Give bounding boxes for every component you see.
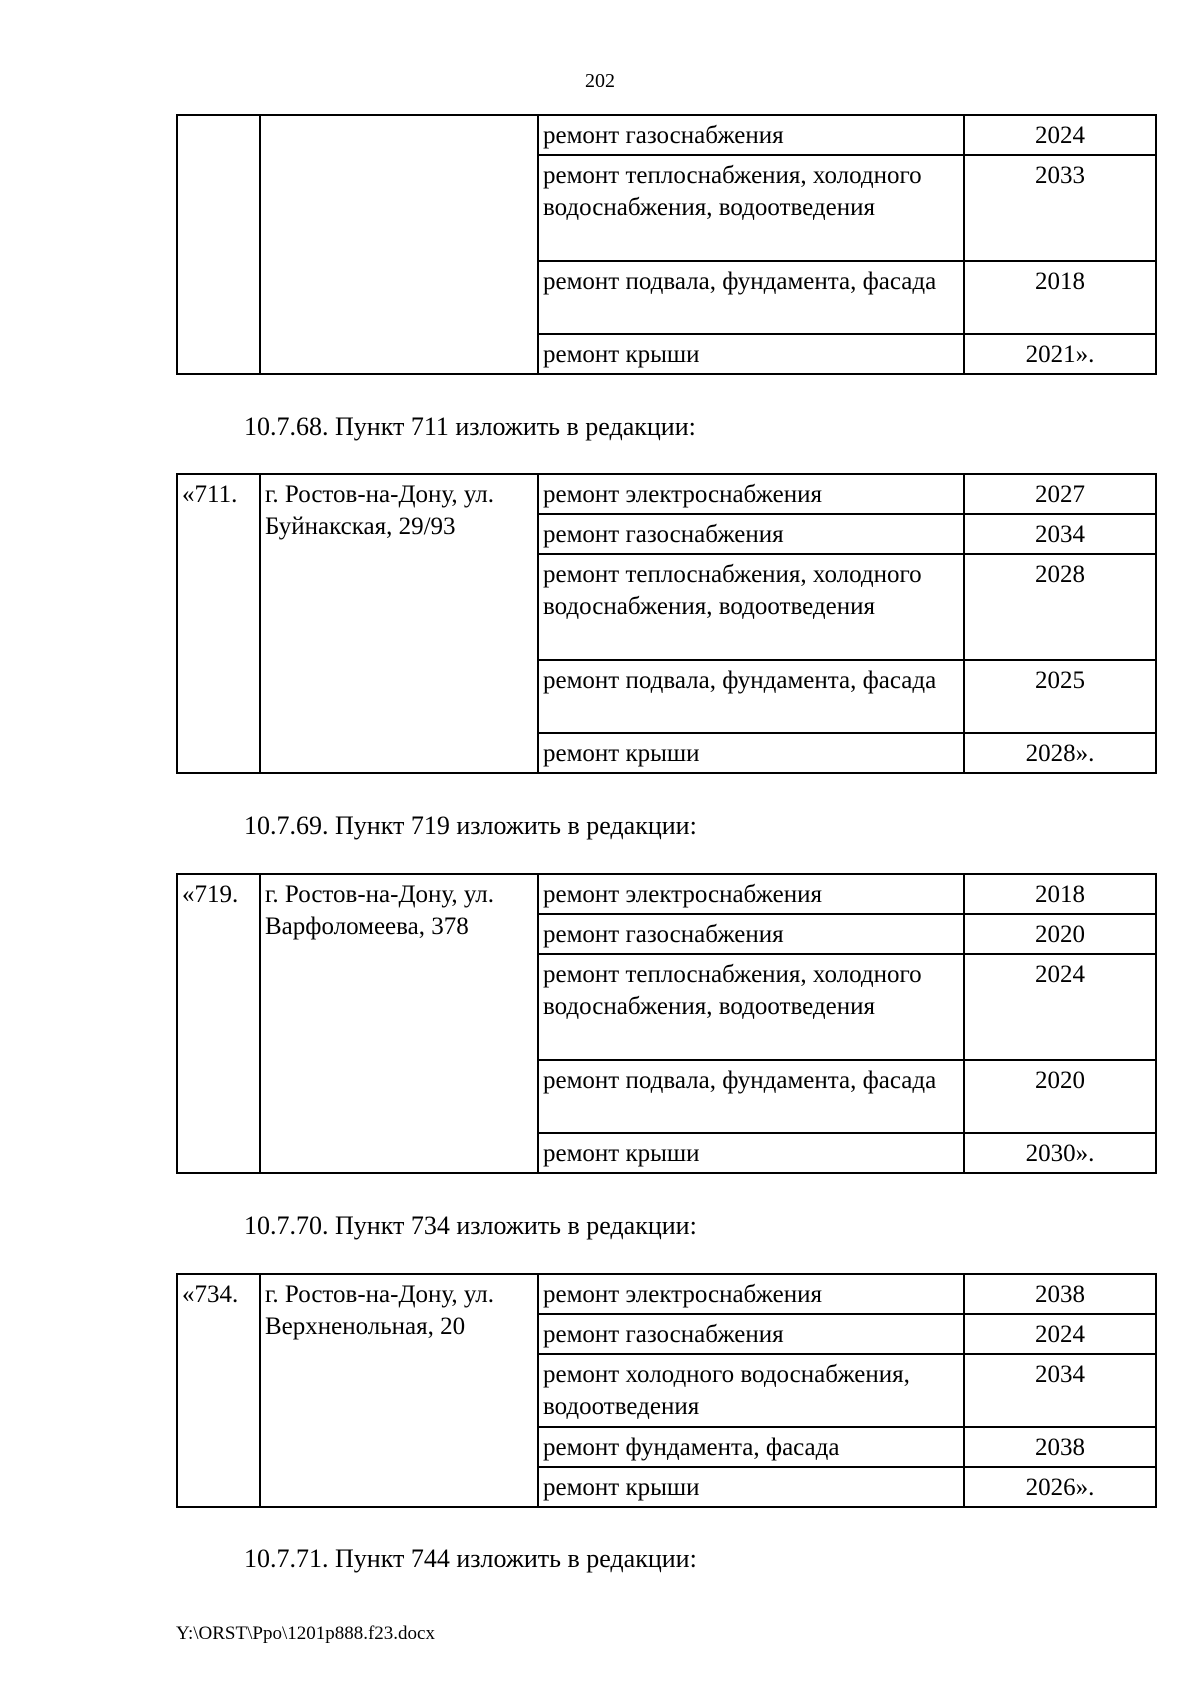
year-cell: 2021». [964, 334, 1156, 374]
work-cell: ремонт теплоснабжения, холодного водоснабжения, водоотведения [538, 155, 964, 261]
section-heading: 10.7.68. Пункт 711 изложить в редакции: [244, 412, 696, 441]
address-cell: г. Ростов-на-Дону, ул. Верхненольная, 20 [260, 1274, 538, 1507]
table-continuation [176, 114, 1157, 375]
year-cell: 2024 [964, 115, 1156, 155]
work-cell: ремонт холодного водоснабжения, водоотведения [538, 1354, 964, 1427]
table-item-734 [176, 1273, 1157, 1508]
address-cell: г. Ростов-на-Дону, ул. Варфоломеева, 378 [260, 874, 538, 1173]
year-cell: 2020 [964, 914, 1156, 954]
year-cell: 2038 [964, 1427, 1156, 1467]
work-cell: ремонт теплоснабжения, холодного водоснабжения, водоотведения [538, 954, 964, 1060]
number-cell: «719. [177, 874, 260, 1173]
work-cell: ремонт газоснабжения [538, 914, 964, 954]
work-cell: ремонт газоснабжения [538, 115, 964, 155]
address-cell: г. Ростов-на-Дону, ул. Буйнакская, 29/93 [260, 474, 538, 773]
year-cell: 2018 [964, 874, 1156, 914]
work-cell: ремонт газоснабжения [538, 1314, 964, 1354]
year-cell: 2018 [964, 261, 1156, 334]
year-cell: 2026». [964, 1467, 1156, 1507]
section-heading: 10.7.69. Пункт 719 изложить в редакции: [244, 811, 697, 840]
year-cell: 2034 [964, 1354, 1156, 1427]
table-row [177, 874, 1156, 914]
number-cell: «711. [177, 474, 260, 773]
year-cell: 2030». [964, 1133, 1156, 1173]
work-cell: ремонт электроснабжения [538, 1274, 964, 1314]
table-row [177, 115, 1156, 155]
work-cell: ремонт крыши [538, 1133, 964, 1173]
year-cell: 2024 [964, 954, 1156, 1060]
work-cell: ремонт крыши [538, 1467, 964, 1507]
number-cell [177, 115, 260, 374]
year-cell: 2033 [964, 155, 1156, 261]
work-cell: ремонт газоснабжения [538, 514, 964, 554]
year-cell: 2024 [964, 1314, 1156, 1354]
work-cell: ремонт крыши [538, 733, 964, 773]
year-cell: 2027 [964, 474, 1156, 514]
table-item-719 [176, 873, 1157, 1174]
table-row [177, 1274, 1156, 1314]
work-cell: ремонт электроснабжения [538, 474, 964, 514]
section-heading: 10.7.70. Пункт 734 изложить в редакции: [244, 1211, 697, 1240]
year-cell: 2020 [964, 1060, 1156, 1133]
work-cell: ремонт подвала, фундамента, фасада [538, 1060, 964, 1133]
year-cell: 2025 [964, 660, 1156, 733]
work-cell: ремонт крыши [538, 334, 964, 374]
work-cell: ремонт подвала, фундамента, фасада [538, 261, 964, 334]
footer-file-path: Y:\ORST\Ppo\1201p888.f23.docx [176, 1623, 435, 1644]
year-cell: 2034 [964, 514, 1156, 554]
work-cell: ремонт фундамента, фасада [538, 1427, 964, 1467]
number-cell: «734. [177, 1274, 260, 1507]
section-heading: 10.7.71. Пункт 744 изложить в редакции: [244, 1544, 697, 1573]
year-cell: 2038 [964, 1274, 1156, 1314]
work-cell: ремонт теплоснабжения, холодного водоснабжения, водоотведения [538, 554, 964, 660]
work-cell: ремонт электроснабжения [538, 874, 964, 914]
page-number: 202 [585, 70, 615, 92]
table-item-711 [176, 473, 1157, 774]
year-cell: 2028». [964, 733, 1156, 773]
work-cell: ремонт подвала, фундамента, фасада [538, 660, 964, 733]
address-cell [260, 115, 538, 374]
table-row [177, 474, 1156, 514]
year-cell: 2028 [964, 554, 1156, 660]
